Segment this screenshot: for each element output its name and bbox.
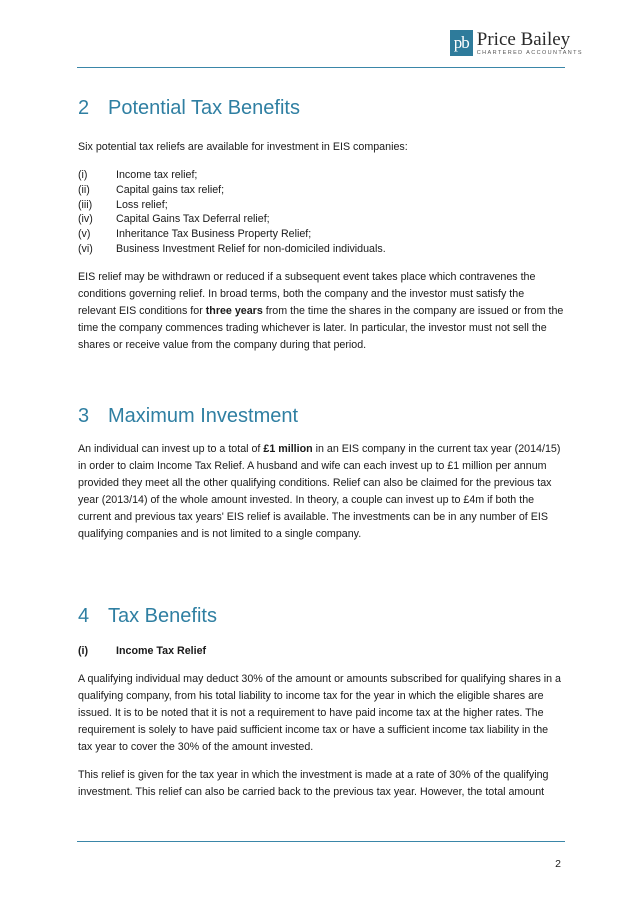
section-3-heading — [78, 404, 565, 428]
logo-name: Price Bailey — [476, 29, 571, 50]
section-4 — [78, 604, 565, 801]
list-item: (iii) Loss relief; — [78, 198, 168, 211]
section-number: 4 — [78, 605, 90, 627]
footer-rule — [77, 841, 565, 842]
price-bailey-logo — [450, 30, 583, 56]
section-3 — [78, 404, 565, 543]
list-item: (vi) Business Investment Relief for non-domiciled individuals. — [78, 242, 386, 255]
section-2-paragraph: EIS relief may be withdrawn or reduced if a subsequent event takes place which contravenes the conditions governing relief. In broad terms, both the company and the investor must satisfy the relevant EIS conditions for three years from the time the shares in the company are issued or from the time the company commences trading whichever is later. In particular, the investor must not sell the shares or receive value from the company during that period. — [78, 270, 564, 351]
section-4-heading — [78, 604, 565, 628]
section-title: Maximum Investment — [108, 405, 299, 427]
section-2-heading — [78, 96, 565, 120]
section-4-paragraph-1: A qualifying individual may deduct 30% of the amount or amounts subscribed for qualifying shares in a qualifying company, from his total liability to income tax for the year in which the eligible shares are issued. It is to be noted that it is not a requirement to have paid income tax at the higher rates. The requirement is solely to have paid sufficient income tax or have a sufficient income tax liability in the tax year to cover the 30% of the amount invested. — [78, 673, 561, 753]
page-number: 2 — [555, 858, 561, 870]
list-item: (v) Inheritance Tax Business Property Relief; — [78, 228, 312, 241]
section-2 — [78, 96, 565, 354]
list-item: (ii) Capital gains tax relief; — [78, 183, 225, 196]
relief-list — [78, 168, 565, 257]
header-rule — [77, 67, 565, 68]
section-title: Potential Tax Benefits — [108, 97, 300, 119]
logo-subtitle: CHARTERED ACCOUNTANTS — [476, 50, 583, 56]
logo-mark: pb — [450, 30, 473, 56]
subsection-heading: (i) Income Tax Relief — [78, 645, 207, 657]
list-item: (iv) Capital Gains Tax Deferral relief; — [78, 213, 270, 226]
section-number: 3 — [78, 405, 90, 427]
list-item: (i) Income tax relief; — [78, 169, 198, 181]
section-number: 2 — [78, 97, 90, 119]
section-3-paragraph: An individual can invest up to a total of £1 million in an EIS company in the current tax year (2014/15) in order to claim Income Tax Relief. A husband and wife can each invest up to £1 million per annum provided they meet all the other qualifying conditions. Relief can also be claimed for the previous tax year (2013/14) of the whole amount invested. In theory, a couple can invest up to £4m if both the current and previous tax years' EIS relief is available. The investments can be in any number of EIS qualifying companies and is not limited to a single company. — [78, 443, 561, 540]
section-title: Tax Benefits — [108, 605, 217, 627]
section-2-intro: Six potential tax reliefs are available for investment in EIS companies: — [78, 141, 408, 153]
section-4-paragraph-2: This relief is given for the tax year in which the investment is made at a rate of 30% of the qualifying investment. This relief can also be carried back to the previous tax year. However, the total amount — [78, 769, 549, 798]
